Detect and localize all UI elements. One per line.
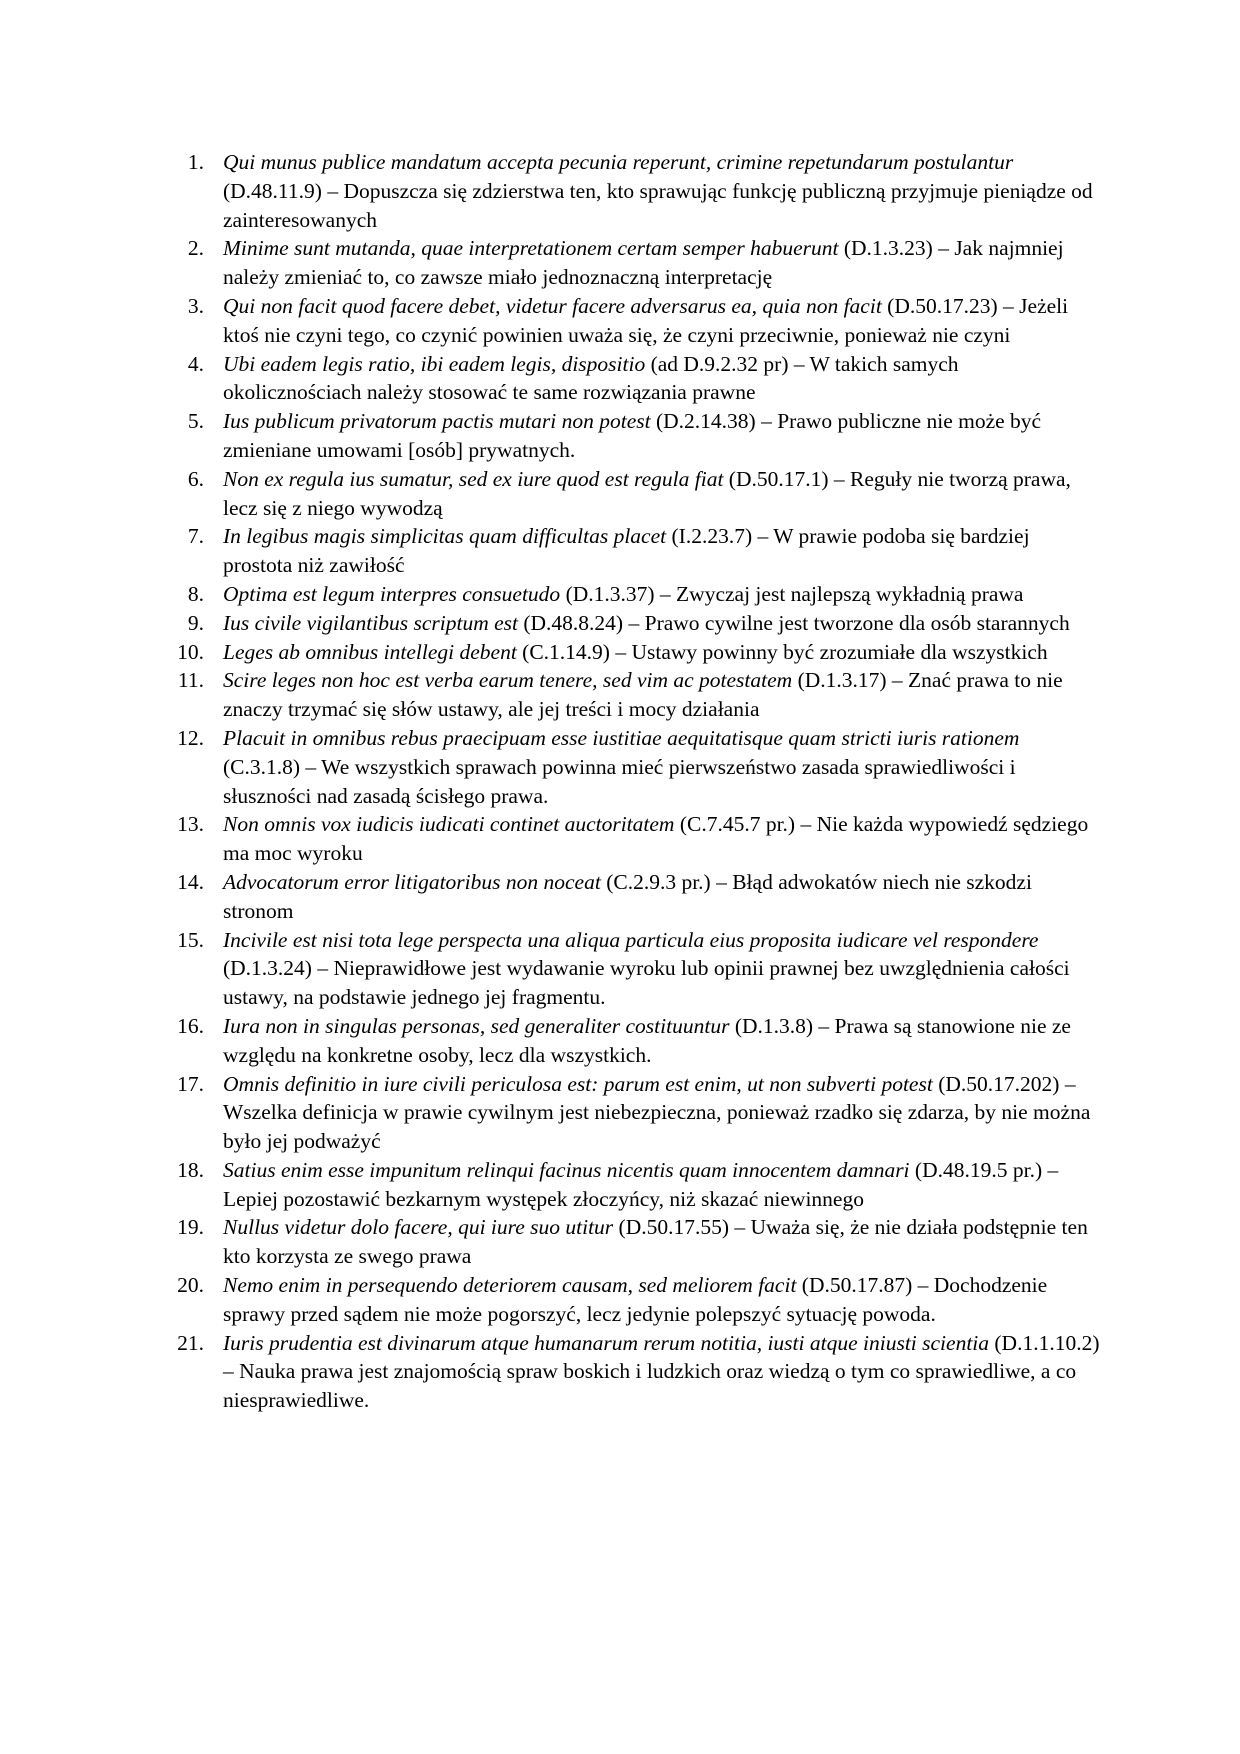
maxim-text — [223, 928, 1070, 1010]
separator-dash: – — [623, 610, 645, 635]
item-number: 15. — [177, 927, 204, 952]
maxim-text — [223, 640, 1048, 664]
maxim-text — [223, 294, 1068, 347]
source-reference: (D.48.19.5 pr.) — [914, 1157, 1043, 1182]
latin-maxim: Non ex regula ius sumatur, sed ex iure quod est regula fiat — [223, 466, 724, 491]
item-number: 21. — [177, 1330, 204, 1355]
source-reference: (D.2.14.38) — [655, 409, 756, 434]
polish-translation: Reguły nie tworzą prawa, lecz się z niego wywodzą — [223, 466, 1071, 520]
list-item — [177, 926, 1100, 1012]
maxim-text — [223, 409, 1041, 462]
source-reference: (D.50.17.87) — [801, 1273, 913, 1298]
list-item — [177, 724, 1100, 810]
list-item — [180, 350, 1100, 408]
maxim-text — [223, 1215, 1088, 1268]
item-number: 16. — [177, 1013, 204, 1038]
latin-maxim: Nemo enim in persequendo deteriorem causam, sed meliorem facit — [223, 1273, 797, 1298]
maxim-text — [223, 524, 1030, 577]
separator-dash: – — [997, 293, 1020, 318]
item-number: 7. — [187, 524, 204, 549]
latin-maxim: In legibus magis simplicitas quam difficultas placet — [223, 524, 667, 549]
list-item — [180, 609, 1100, 638]
polish-translation: Nieprawidłowe jest wydawanie wyroku lub opinii prawnej bez uwzględnienia całości ustawy, na podstawie jednego jej fragmentu. — [223, 956, 1070, 1010]
maxim-text — [223, 1273, 1047, 1326]
separator-dash: – — [609, 639, 632, 664]
item-number: 11. — [177, 668, 204, 693]
polish-translation: Ustawy powinny być zrozumiałe dla wszystkich — [631, 639, 1048, 664]
list-item — [177, 1156, 1100, 1214]
separator-dash: – — [654, 581, 677, 606]
item-number: 17. — [177, 1071, 204, 1096]
list-item — [177, 1070, 1100, 1156]
source-reference: (D.48.11.9) — [223, 178, 322, 203]
latin-maxim: Minime sunt mutanda, quae interpretationem certam semper habuerunt — [223, 236, 839, 261]
item-number: 5. — [187, 409, 204, 434]
latin-maxim: Scire leges non hoc est verba earum tenere, sed vim ac potestatem — [223, 668, 793, 693]
source-reference: (D.48.8.24) — [523, 610, 624, 635]
item-number: 14. — [177, 869, 204, 894]
separator-dash: – — [311, 956, 334, 981]
separator-dash: – — [788, 351, 810, 376]
separator-dash: – — [300, 754, 322, 779]
latin-maxim: Ius civile vigilantibus scriptum est — [223, 610, 518, 635]
maxim-text — [223, 150, 1093, 232]
polish-translation: Uważa się, że nie działa podstępnie ten kto korzysta ze swego prawa — [223, 1215, 1088, 1269]
list-item — [180, 148, 1100, 234]
separator-dash: – — [813, 1013, 835, 1038]
maxim-text — [223, 726, 1019, 808]
maxim-text — [223, 236, 1064, 289]
separator-dash: – — [729, 1215, 751, 1240]
maxim-text — [223, 582, 1023, 606]
polish-translation: Znać prawa to nie znaczy trzymać się słów ustawy, ale jej treści i mocy działania — [223, 668, 1063, 722]
latin-maxim: Qui munus publice mandatum accepta pecunia reperunt, crimine repetundarum postulantur — [223, 150, 1014, 174]
source-reference: (D.1.1.10.2) — [994, 1330, 1100, 1355]
source-reference: (D.1.3.24) — [223, 956, 312, 981]
polish-translation: Błąd adwokatów niech nie szkodzi stronom — [223, 869, 1032, 923]
source-reference: (D.50.17.202) — [938, 1071, 1060, 1096]
list-item — [177, 666, 1100, 724]
separator-dash: – — [932, 236, 955, 261]
maxim-text — [223, 1072, 1090, 1154]
polish-translation: Jak najmniej należy zmieniać to, co zawsze miało jednoznaczną interpretację — [223, 236, 1064, 290]
separator-dash: – — [223, 1359, 240, 1384]
latin-maxim: Leges ab omnibus intellegi debent — [223, 639, 517, 664]
source-reference: (ad D.9.2.32 pr) — [650, 351, 789, 376]
item-number: 18. — [177, 1157, 204, 1182]
separator-dash: – — [755, 409, 778, 434]
list-item — [177, 868, 1100, 926]
source-reference: (C.2.9.3 pr.) — [606, 869, 711, 894]
polish-translation: Prawo publiczne nie może być zmieniane umowami [osób] prywatnych. — [223, 409, 1042, 462]
item-number: 6. — [187, 466, 204, 491]
item-number: 9. — [187, 610, 204, 635]
maxim-list — [177, 148, 1100, 1415]
polish-translation: Jeżeli ktoś nie czyni tego, co czynić powinien uważa się, że czyni przeciwnie, ponieważ nie czyni — [223, 293, 1069, 347]
item-number: 4. — [187, 351, 204, 376]
polish-translation: Prawo cywilne jest tworzone dla osób starannych — [644, 610, 1070, 635]
latin-maxim: Non omnis vox iudicis iudicati continet auctoritatem — [223, 812, 675, 837]
latin-maxim: Iuris prudentia est divinarum atque humanarum rerum notitia, iusti atque iniusti scientia — [223, 1330, 990, 1355]
maxim-text — [223, 611, 1070, 635]
source-reference: (C.1.14.9) — [522, 639, 610, 664]
polish-translation: Zwyczaj jest najlepszą wykładnią prawa — [676, 581, 1024, 606]
latin-maxim: Ius publicum privatorum pactis mutari non potest — [223, 409, 651, 434]
latin-maxim: Ubi eadem legis ratio, ibi eadem legis, dispositio — [223, 351, 646, 376]
source-reference: (D.1.3.17) — [797, 668, 887, 693]
list-item — [177, 638, 1100, 667]
separator-dash: – — [710, 869, 733, 894]
separator-dash: – — [828, 466, 851, 491]
list-item — [180, 234, 1100, 292]
polish-translation: Dopuszcza się zdzierstwa ten, kto sprawując funkcję publiczną przyjmuje pieniądze od zainteresowanych — [223, 178, 1093, 232]
latin-maxim: Iura non in singulas personas, sed generaliter costituuntur — [223, 1013, 730, 1038]
source-reference: (C.3.1.8) — [223, 754, 301, 779]
source-reference: (D.50.17.1) — [728, 466, 829, 491]
maxim-text — [223, 352, 959, 405]
separator-dash: – — [321, 178, 344, 203]
list-item — [180, 292, 1100, 350]
polish-translation: Nauka prawa jest znajomością spraw boskich i ludzkich oraz wiedzą o tym co sprawiedliwe, a co niesprawiedliwe. — [223, 1359, 1077, 1413]
maxim-text — [223, 467, 1071, 520]
maxim-text — [223, 870, 1032, 923]
list-item — [177, 1213, 1100, 1271]
latin-maxim: Advocatorum error litigatoribus non noceat — [223, 869, 601, 894]
source-reference: (D.50.17.23) — [887, 293, 998, 318]
list-item — [180, 580, 1100, 609]
item-number: 13. — [177, 812, 204, 837]
separator-dash: – — [886, 668, 909, 693]
item-number: 1. — [187, 150, 204, 174]
maxim-text — [223, 1158, 1058, 1211]
source-reference: (D.1.3.37) — [565, 581, 655, 606]
list-item — [177, 1329, 1100, 1415]
latin-maxim: Nullus videtur dolo facere, qui iure suo utitur — [223, 1215, 614, 1240]
list-item — [177, 810, 1100, 868]
separator-dash: – — [795, 812, 817, 837]
latin-maxim: Satius enim esse impunitum relinqui facinus nicentis quam innocentem damnari — [223, 1157, 910, 1182]
latin-maxim: Qui non facit quod facere debet, videtur facere adversarus ea, quia non facit — [223, 293, 882, 318]
latin-maxim: Omnis definitio in iure civili periculosa est: parum est enim, ut non subverti potest — [223, 1071, 933, 1096]
separator-dash: – — [1042, 1157, 1059, 1182]
item-number: 2. — [187, 236, 204, 261]
polish-translation: Wszelka definicja w prawie cywilnym jest niebezpieczna, ponieważ rzadko się zdarza, by nie można było jej podważyć — [223, 1100, 1091, 1154]
source-reference: (D.50.17.55) — [618, 1215, 730, 1240]
latin-maxim: Placuit in omnibus rebus praecipuam esse iustitiae aequitatisque quam stricti iuris rationem — [223, 725, 1020, 750]
list-item — [177, 1271, 1100, 1329]
separator-dash: – — [752, 524, 774, 549]
item-number: 8. — [187, 581, 204, 606]
separator-dash: – — [1059, 1071, 1076, 1096]
source-reference: (C.7.45.7 pr.) — [679, 812, 796, 837]
polish-translation: We wszystkich sprawach powinna mieć pierwszeństwo zasada sprawiedliwości i słuszności nad zasadą ścisłego prawa. — [223, 754, 1016, 808]
latin-maxim: Optima est legum interpres consuetudo — [223, 581, 561, 606]
polish-translation: W prawie podoba się bardziej prostota niż zawiłość — [223, 524, 1030, 578]
maxim-text — [223, 1331, 1100, 1413]
latin-maxim: Incivile est nisi tota lege perspecta una aliqua particula eius proposita iudicare vel respondere — [223, 927, 1039, 952]
maxim-text — [223, 812, 1088, 865]
list-item — [177, 1012, 1100, 1070]
maxim-text — [223, 668, 1063, 721]
polish-translation: Dochodzenie sprawy przed sądem nie może pogorszyć, lecz jedynie polepszyć sytuację powoda. — [223, 1273, 1048, 1326]
polish-translation: Prawa są stanowione nie ze względu na konkretne osoby, lecz dla wszystkich. — [223, 1013, 1071, 1067]
item-number: 12. — [177, 725, 204, 750]
source-reference: (I.2.23.7) — [671, 524, 753, 549]
item-number: 20. — [177, 1273, 204, 1298]
source-reference: (D.1.3.23) — [843, 236, 933, 261]
list-item — [180, 465, 1100, 523]
polish-translation: Lepiej pozostawić bezkarnym występek złoczyńcy, niż skazać niewinnego — [223, 1186, 864, 1211]
polish-translation: W takich samych okolicznościach należy stosować te same rozwiązania prawne — [223, 351, 959, 405]
separator-dash: – — [912, 1273, 934, 1298]
item-number: 10. — [177, 639, 204, 664]
source-reference: (D.1.3.8) — [734, 1013, 814, 1038]
item-number: 3. — [187, 293, 204, 318]
list-item — [180, 407, 1100, 465]
list-item — [180, 522, 1100, 580]
maxim-text — [223, 1014, 1071, 1067]
polish-translation: Nie każda wypowiedź sędziego ma moc wyroku — [223, 812, 1089, 866]
item-number: 19. — [177, 1215, 204, 1240]
